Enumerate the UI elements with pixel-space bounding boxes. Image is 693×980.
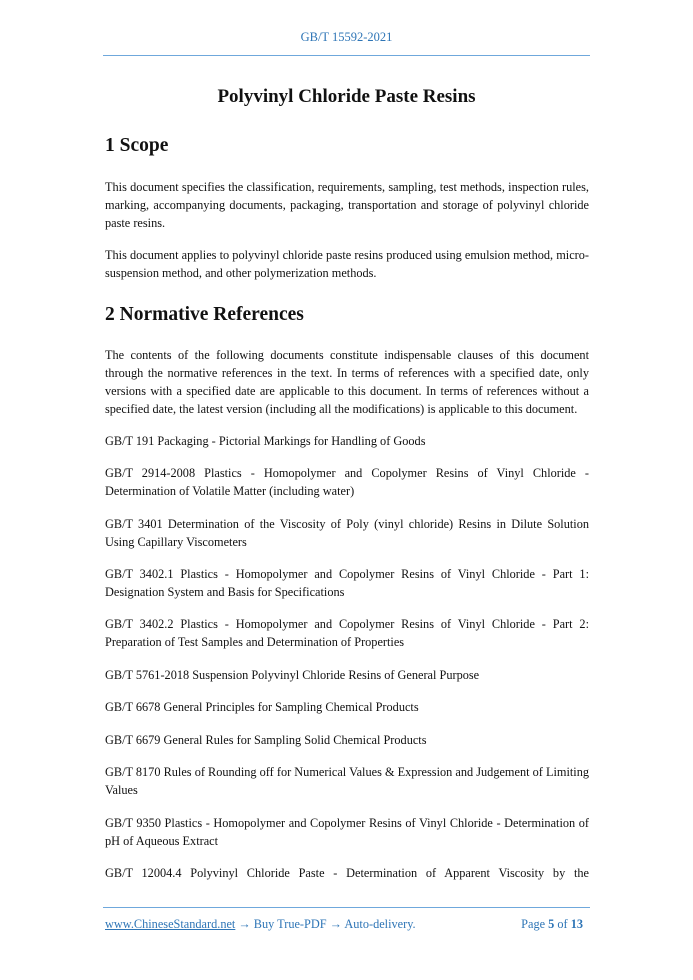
page-label: Page [521, 917, 546, 931]
document-title: Polyvinyl Chloride Paste Resins [217, 86, 476, 107]
normative-intro-paragraph: The contents of the following documents constitute indispensable clauses of this document through the normative references in the text. In terms of references with a specified date, only versions with a specified date are applicable to this document. In terms of references without a specified date, the latest version (including all the modifications) is applicable to this document. [105, 348, 589, 416]
reference-item: GB/T 2914-2008 Plastics - Homopolymer and Copolymer Resins of Vinyl Chloride - Determination of Volatile Matter (including water) [105, 466, 589, 498]
chinesestandard-link[interactable]: www.ChineseStandard.net [105, 917, 236, 931]
reference-item: GB/T 5761-2018 Suspension Polyvinyl Chloride Resins of General Purpose [105, 668, 480, 682]
reference-item: GB/T 6678 General Principles for Sampling Chemical Products [105, 700, 419, 714]
page-indicator [521, 917, 583, 932]
reference-item: GB/T 3402.2 Plastics - Homopolymer and Copolymer Resins of Vinyl Chloride - Part 2: Preparation of Test Samples and Determination of Properties [105, 617, 589, 649]
reference-item: GB/T 6679 General Rules for Sampling Solid Chemical Products [105, 733, 427, 747]
reference-item: GB/T 8170 Rules of Rounding off for Numerical Values & Expression and Judgement of Limiting Values [105, 765, 589, 797]
page-of-label: of [557, 917, 568, 931]
reference-item: GB/T 191 Packaging - Pictorial Markings for Handling of Goods [105, 434, 426, 448]
standard-code: GB/T 15592-2021 [300, 30, 393, 44]
page-footer [105, 917, 589, 932]
scope-paragraph-2: This document applies to polyvinyl chloride paste resins produced using emulsion method, micro-suspension method, and other polymerization methods. [105, 248, 589, 280]
reference-item: GB/T 9350 Plastics - Homopolymer and Copolymer Resins of Vinyl Chloride - Determination of pH of Aqueous Extract [105, 816, 589, 848]
section-heading-normative-references: 2 Normative References [105, 304, 304, 325]
buy-true-pdf-text: Buy True-PDF [253, 917, 327, 931]
scope-paragraph-1: This document specifies the classification, requirements, sampling, test methods, inspection rules, marking, accompanying documents, packaging, transportation and storage of polyvinyl chloride paste resins. [105, 180, 589, 230]
arrow-right-icon: → [238, 917, 251, 931]
reference-item: GB/T 12004.4 Polyvinyl Chloride Paste - Determination of Apparent Viscosity by the [105, 866, 589, 880]
section-heading-scope: 1 Scope [105, 135, 169, 156]
footer-divider [103, 907, 590, 908]
total-pages-number: 13 [570, 917, 583, 931]
page-header [103, 0, 590, 56]
current-page-number: 5 [548, 917, 555, 931]
arrow-right-icon: → [329, 917, 342, 931]
reference-item: GB/T 3401 Determination of the Viscosity of Poly (vinyl chloride) Resins in Dilute Solution Using Capillary Viscometers [105, 517, 589, 549]
reference-item: GB/T 3402.1 Plastics - Homopolymer and Copolymer Resins of Vinyl Chloride - Part 1: Designation System and Basis for Specifications [105, 567, 589, 599]
auto-delivery-text: Auto-delivery. [344, 917, 416, 931]
